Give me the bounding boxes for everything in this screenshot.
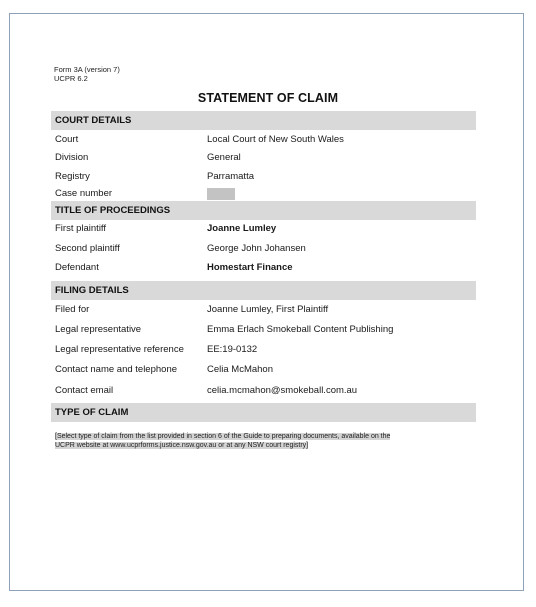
row-legal-representative	[55, 323, 475, 337]
legal-representative-label: Legal representative	[55, 324, 142, 335]
row-legal-representative-reference	[55, 343, 475, 357]
row-second-plaintiff	[55, 242, 475, 256]
second-plaintiff-value[interactable]: George John Johansen	[207, 243, 306, 254]
case-number-field[interactable]	[207, 188, 235, 200]
second-plaintiff-label: Second plaintiff	[55, 243, 120, 254]
instruction-line-1: [Select type of claim from the list provided in section 6 of the Guide to preparing documents, available on the	[55, 433, 391, 440]
legal-representative-reference-label: Legal representative reference	[55, 344, 184, 355]
instruction-line-2: UCPR website at www.ucprforms.justice.nsw.gov.au or at any NSW court registry]	[55, 442, 309, 449]
section-header-title-of-proceedings: TITLE OF PROCEEDINGS	[51, 201, 476, 220]
division-label: Division	[55, 152, 89, 163]
form-version: Form 3A (version 7)	[54, 65, 120, 74]
row-first-plaintiff	[55, 222, 475, 236]
section-header-court-details: COURT DETAILS	[51, 111, 476, 130]
row-contact-name	[55, 363, 475, 377]
row-filed-for	[55, 303, 475, 317]
filed-for-label: Filed for	[55, 304, 90, 315]
registry-label: Registry	[55, 171, 90, 182]
contact-email-value[interactable]: celia.mcmahon@smokeball.com.au	[207, 385, 358, 396]
document-title: STATEMENT OF CLAIM	[197, 91, 339, 105]
court-label: Court	[55, 134, 79, 145]
row-contact-email	[55, 384, 475, 398]
row-court	[55, 133, 475, 147]
section-header-filing-details: FILING DETAILS	[51, 281, 476, 300]
case-number-label: Case number	[55, 188, 113, 199]
contact-name-label: Contact name and telephone	[55, 364, 178, 375]
filed-for-value[interactable]: Joanne Lumley, First Plaintiff	[207, 304, 329, 315]
division-value[interactable]: General	[207, 152, 241, 163]
defendant-label: Defendant	[55, 262, 99, 273]
row-case-number	[55, 187, 475, 201]
legal-representative-reference-value[interactable]: EE:19-0132	[207, 344, 258, 355]
section-header-type-of-claim: TYPE OF CLAIM	[51, 403, 476, 422]
court-value[interactable]: Local Court of New South Wales	[207, 134, 344, 145]
row-defendant	[55, 261, 475, 275]
legal-representative-value[interactable]: Emma Erlach Smokeball Content Publishing	[207, 324, 394, 335]
first-plaintiff-label: First plaintiff	[55, 223, 107, 234]
contact-email-label: Contact email	[55, 385, 114, 396]
first-plaintiff-value[interactable]: Joanne Lumley	[207, 223, 277, 234]
registry-value[interactable]: Parramatta	[207, 171, 254, 182]
defendant-value[interactable]: Homestart Finance	[207, 262, 293, 273]
form-identifier	[54, 66, 120, 83]
row-registry	[55, 170, 475, 184]
row-division	[55, 151, 475, 165]
form-rule: UCPR 6.2	[54, 73, 88, 83]
type-of-claim-instructions[interactable]	[55, 432, 465, 450]
contact-name-value[interactable]: Celia McMahon	[207, 364, 273, 375]
